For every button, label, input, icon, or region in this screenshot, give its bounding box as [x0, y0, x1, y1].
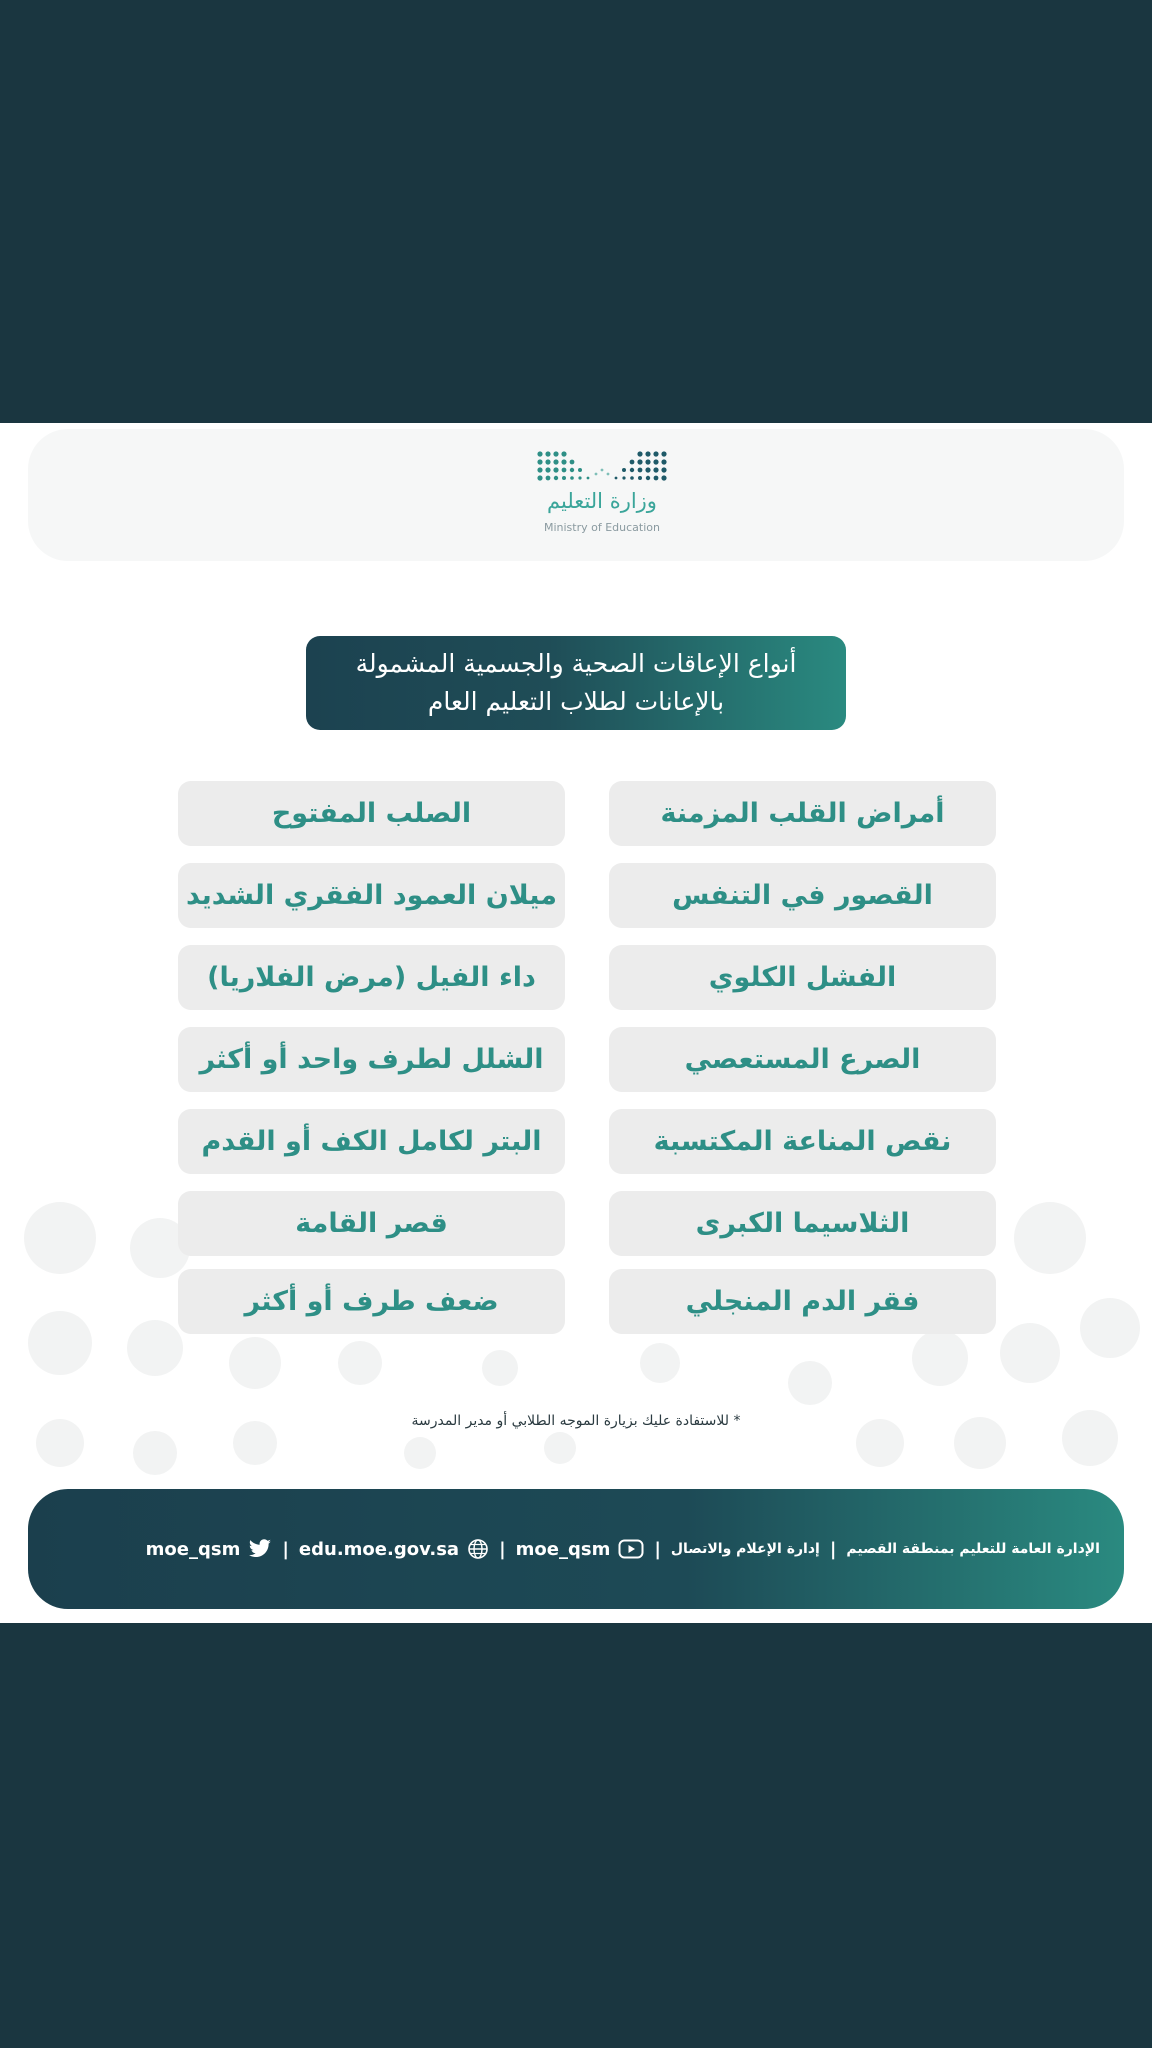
footer-separator: |: [829, 1538, 837, 1560]
footer-separator: |: [654, 1538, 661, 1560]
condition-item: الفشل الكلوي: [609, 945, 996, 1010]
ministry-logo: [518, 449, 698, 559]
footer-directorate: الإدارة العامة للتعليم بمنطقة القصيم: [846, 1541, 1100, 1557]
ministry-name-english: Ministry of Education: [543, 521, 660, 534]
logo-header: [28, 429, 1124, 561]
condition-item: فقر الدم المنجلي: [609, 1269, 996, 1334]
footer-website-link[interactable]: [299, 1538, 489, 1560]
footer-separator: |: [282, 1538, 289, 1560]
condition-item: الشلل لطرف واحد أو أكثر: [178, 1027, 565, 1092]
condition-item: البتر لكامل الكف أو القدم: [178, 1109, 565, 1174]
condition-item: الصرع المستعصي: [609, 1027, 996, 1092]
page-title: [306, 636, 846, 730]
twitter-bird-icon: [248, 1539, 272, 1559]
youtube-handle: moe_qsm: [515, 1538, 611, 1560]
globe-icon: [467, 1538, 489, 1560]
infographic-card: [0, 423, 1152, 1623]
condition-item: ميلان العمود الفقري الشديد: [178, 863, 565, 928]
footer-bar: [28, 1489, 1124, 1609]
condition-item: القصور في التنفس: [609, 863, 996, 928]
twitter-handle: moe_qsm: [145, 1538, 241, 1560]
footer-youtube-link[interactable]: [516, 1539, 645, 1560]
ministry-name-arabic: وزارة التعليم: [547, 489, 657, 513]
condition-item: قصر القامة: [178, 1191, 565, 1256]
youtube-icon: [618, 1539, 644, 1559]
footnote: * للاستفادة عليك بزيارة الموجه الطلابي أو مدير المدرسة: [411, 1413, 741, 1429]
condition-item: الصلب المفتوح: [178, 781, 565, 846]
footer-department: إدارة الإعلام والاتصال: [670, 1541, 820, 1557]
condition-item: أمراض القلب المزمنة: [609, 781, 996, 846]
condition-item: داء الفيل (مرض الفلاريا): [178, 945, 565, 1010]
condition-item: ضعف طرف أو أكثر: [178, 1269, 565, 1334]
title-line-1: أنواع الإعاقات الصحية والجسمية المشمولة: [355, 649, 797, 678]
dots-emblem-icon: [536, 449, 668, 485]
website-url: edu.moe.gov.sa: [298, 1538, 460, 1560]
condition-item: نقص المناعة المكتسبة: [609, 1109, 996, 1174]
footer-twitter-link[interactable]: [146, 1539, 273, 1560]
footer-separator: |: [499, 1538, 506, 1560]
conditions-grid: [178, 781, 996, 1351]
condition-item: الثلاسيما الكبرى: [609, 1191, 996, 1256]
title-line-2: بالإعانات لطلاب التعليم العام: [427, 687, 725, 716]
